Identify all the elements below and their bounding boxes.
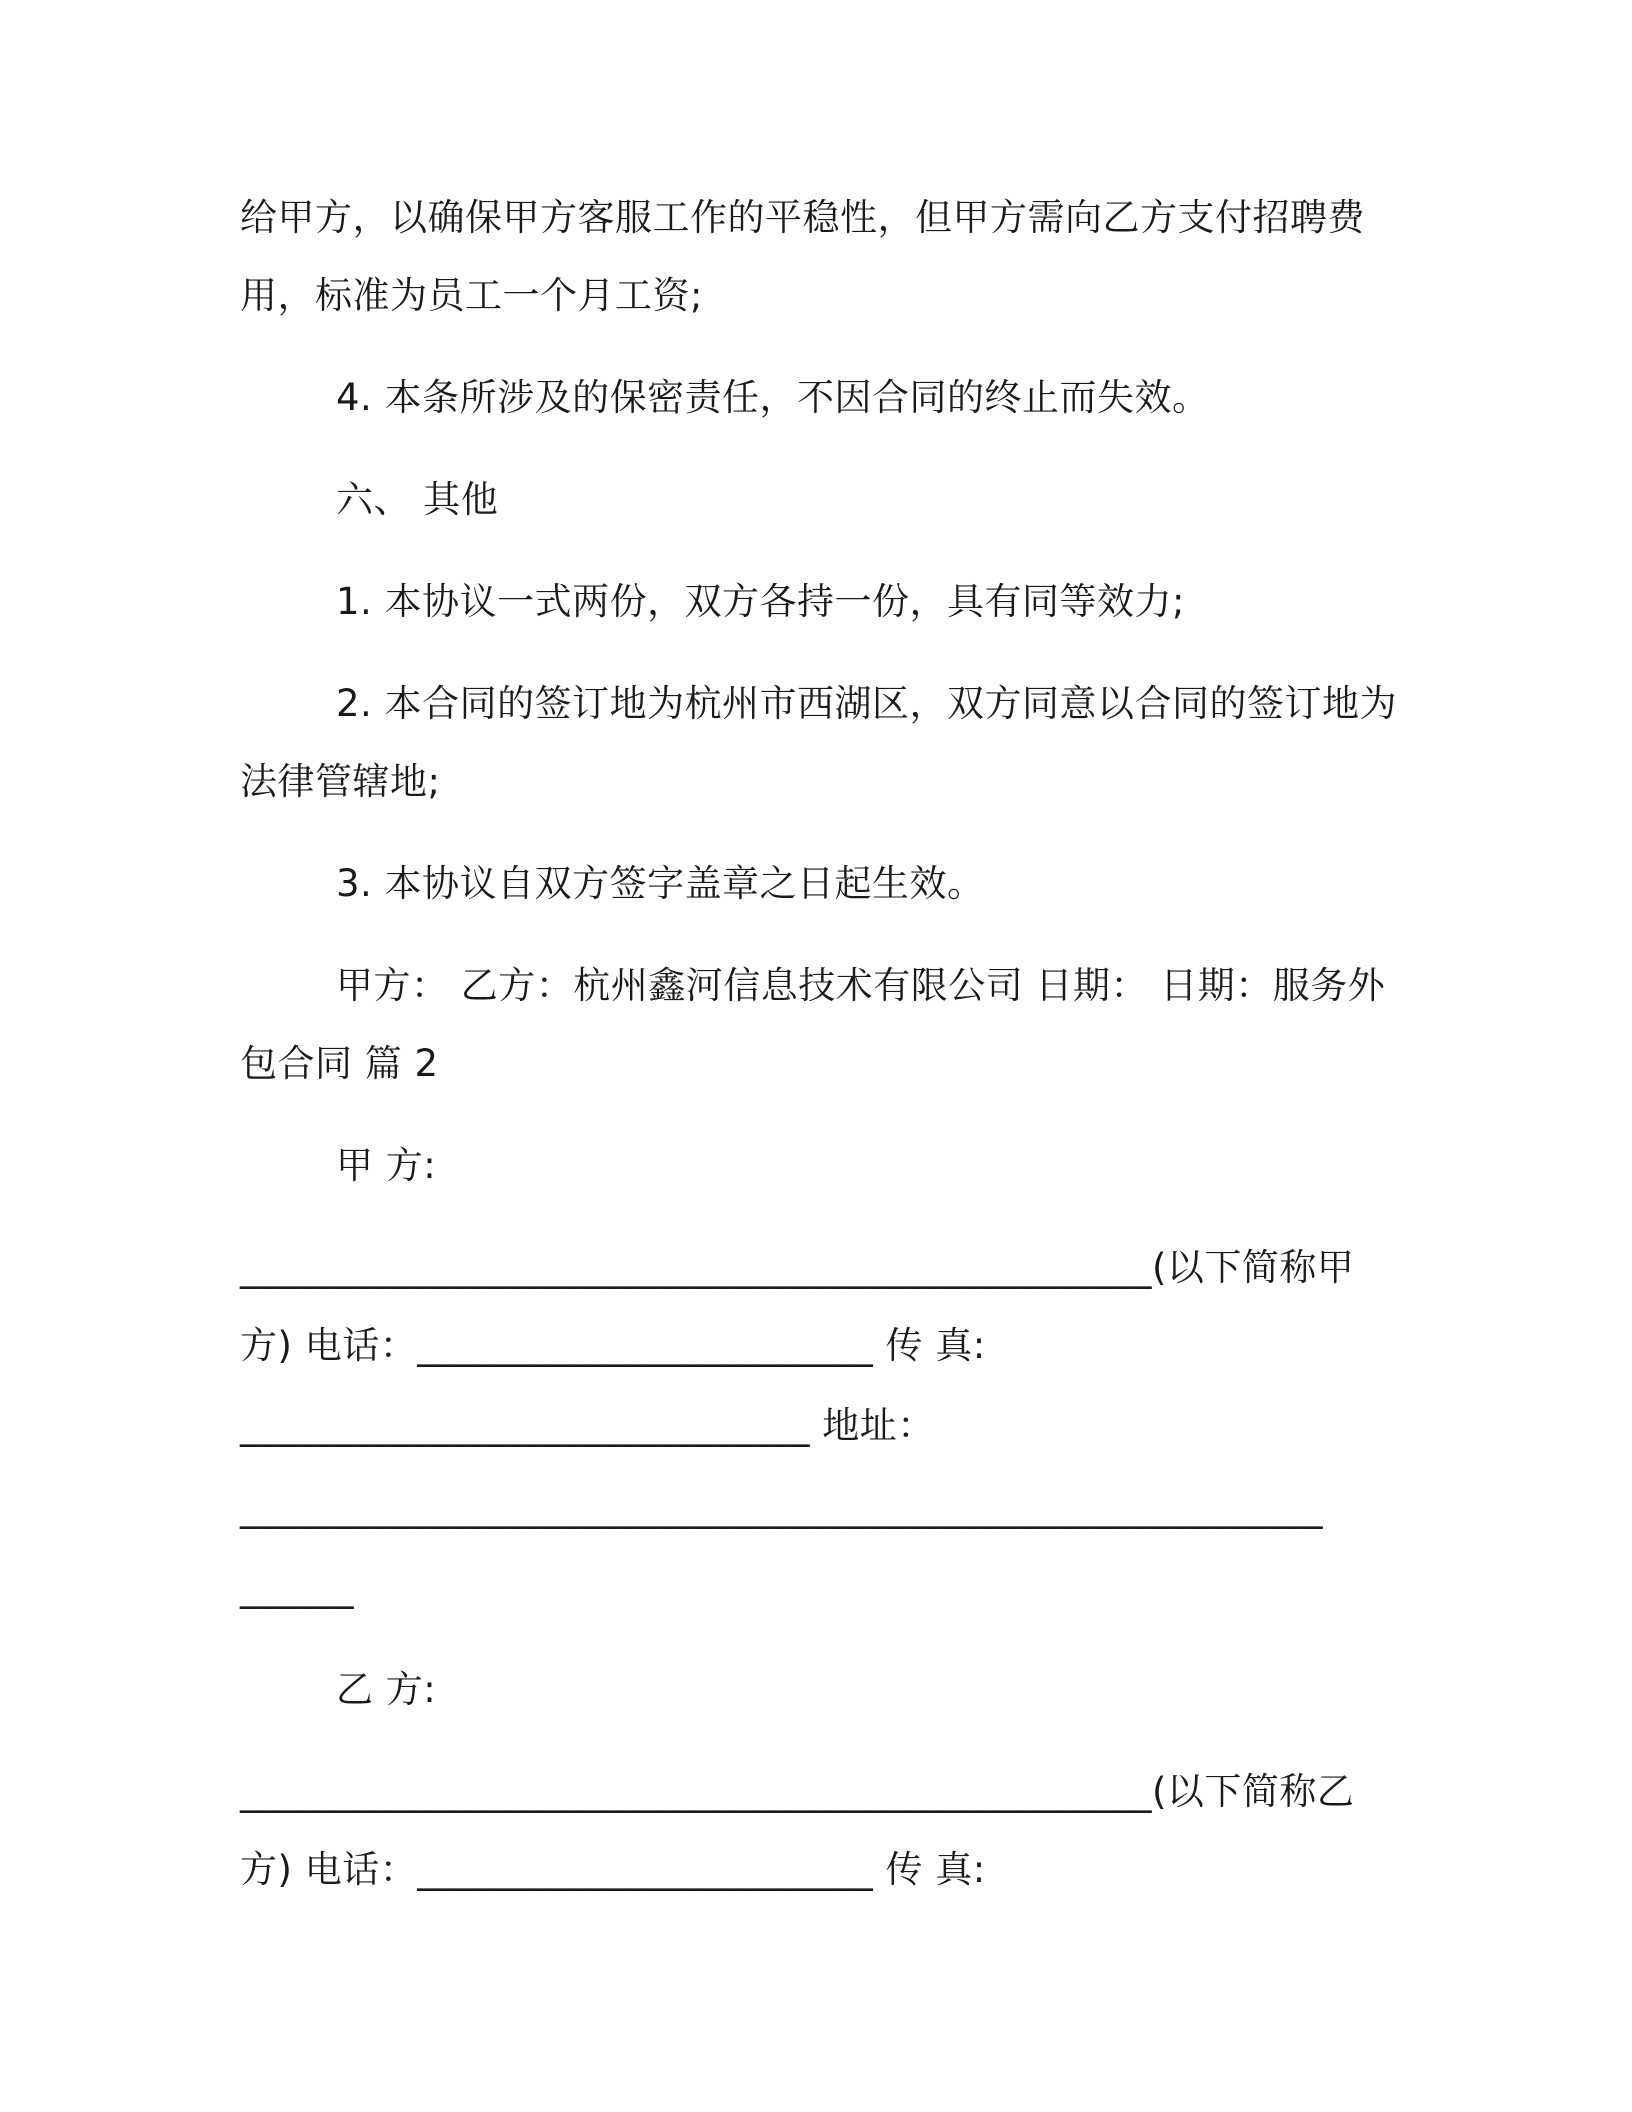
text-line: 包合同 篇 2: [240, 1042, 439, 1085]
fill-in-line: _________________________________________________________: [240, 1486, 1323, 1529]
text-line: 1. 本协议一式两份，双方各持一份，具有同等效力;: [336, 580, 1186, 623]
fill-in-line: ________________________________________________(以下简称乙: [240, 1770, 1355, 1813]
fill-in-line: ________________________________________________(以下简称甲: [240, 1246, 1355, 1289]
text-line: 用，标准为员工一个月工资;: [240, 274, 703, 317]
fill-in-line: ______________________________ 地址：: [240, 1404, 935, 1447]
signature-line: 甲方： 乙方：杭州鑫河信息技术有限公司 日期： 日期：服务外: [336, 964, 1386, 1007]
text-line: 法律管辖地;: [240, 760, 441, 803]
fill-in-line: 方) 电话：________________________ 传 真:: [240, 1324, 986, 1367]
party-b-label: 乙 方:: [336, 1668, 437, 1711]
text-line: 3. 本协议自双方签字盖章之日起生效。: [336, 862, 985, 905]
fill-in-line: 方) 电话：________________________ 传 真:: [240, 1848, 986, 1891]
party-a-label: 甲 方:: [336, 1144, 437, 1187]
section-heading: 六、 其他: [336, 478, 499, 521]
text-line: 给甲方，以确保甲方客服工作的平稳性，但甲方需向乙方支付招聘费: [240, 196, 1365, 239]
text-line: 2. 本合同的签订地为杭州市西湖区，双方同意以合同的签订地为: [336, 682, 1398, 725]
text-line: 4. 本条所涉及的保密责任，不因合同的终止而失效。: [336, 376, 1210, 419]
fill-in-line: ______: [240, 1566, 354, 1609]
